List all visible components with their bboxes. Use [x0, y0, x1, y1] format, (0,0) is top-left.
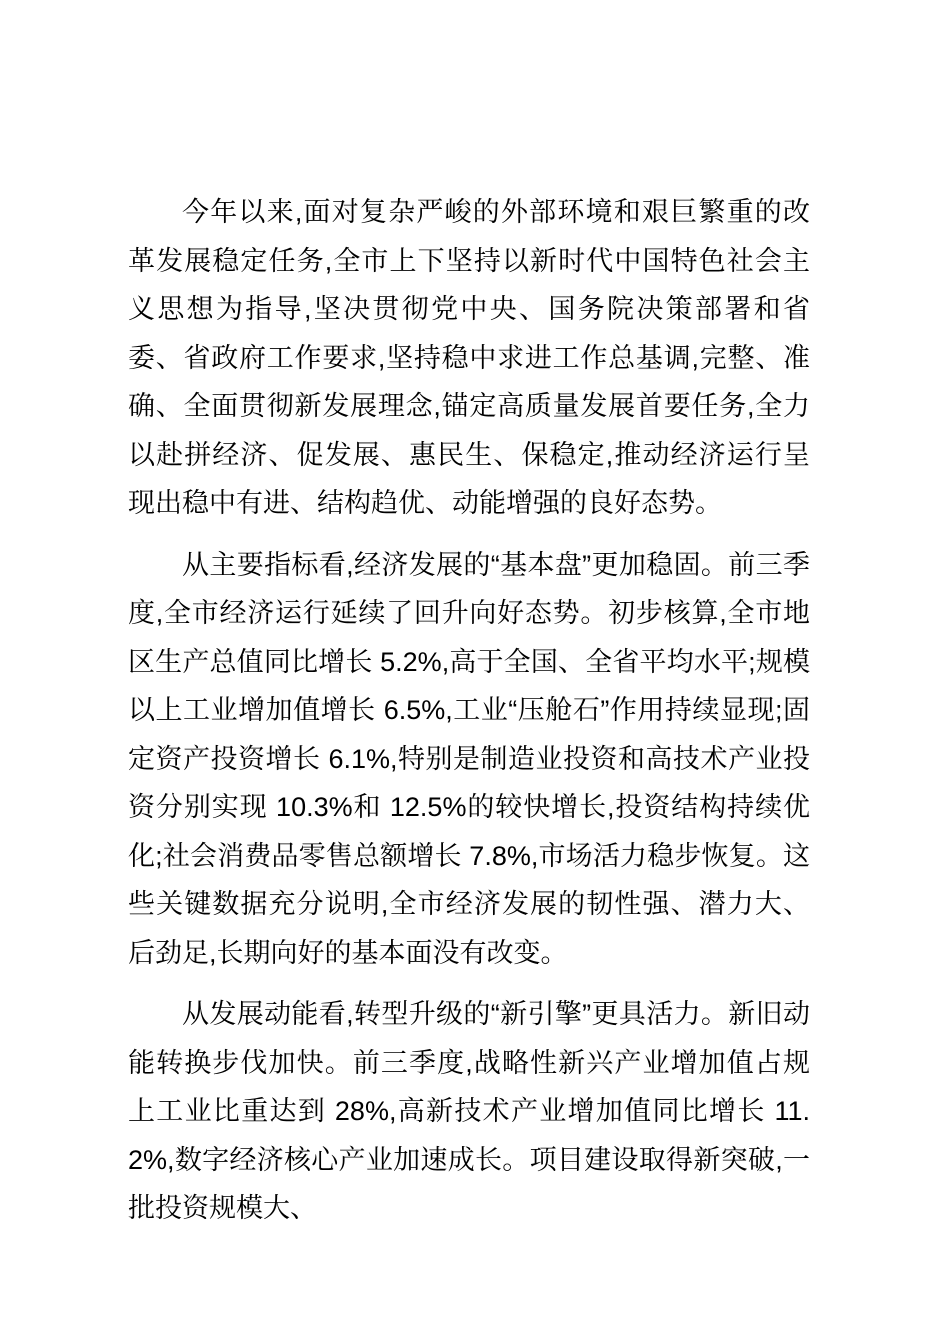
paragraph-key-indicators: 从主要指标看,经济发展的“基本盘”更加稳固。前三季度,全市经济运行延续了回升向好态势。初步核算,全市地区生产总值同比增长 5.2%,高于全国、全省平均水平;规模以上工业增加值增长 6.5%,工业“压舱石”作用持续显现;固定资产投资增长 6.1%,特别是制造业投资和高技术产业投资分别实现 10.3%和 12.5%的较快增长,投资结构持续优化;社会消费品零售总额增长 7.8%,市场活力稳步恢复。这些关键数据充分说明,全市经济发展的韧性强、潜力大、后劲足,长期向好的基本面没有改变。 — [128, 549, 810, 968]
paragraph-growth-momentum: 从发展动能看,转型升级的“新引擎”更具活力。新旧动能转换步伐加快。前三季度,战略性新兴产业增加值占规上工业比重达到 28%,高新技术产业增加值同比增长 11.2%,数字经济核心产业加速成长。项目建设取得新突破,一批投资规模大、 — [128, 999, 810, 1223]
paragraph-overview: 今年以来,面对复杂严峻的外部环境和艰巨繁重的改革发展稳定任务,全市上下坚持以新时代中国特色社会主义思想为指导,坚决贯彻党中央、国务院决策部署和省委、省政府工作要求,坚持稳中求进工作总基调,完整、准确、全面贯彻新发展理念,锚定高质量发展首要任务,全力以赴拼经济、促发展、惠民生、保稳定,推动经济运行呈现出稳中有进、结构趋优、动能增强的良好态势。 — [128, 197, 810, 518]
